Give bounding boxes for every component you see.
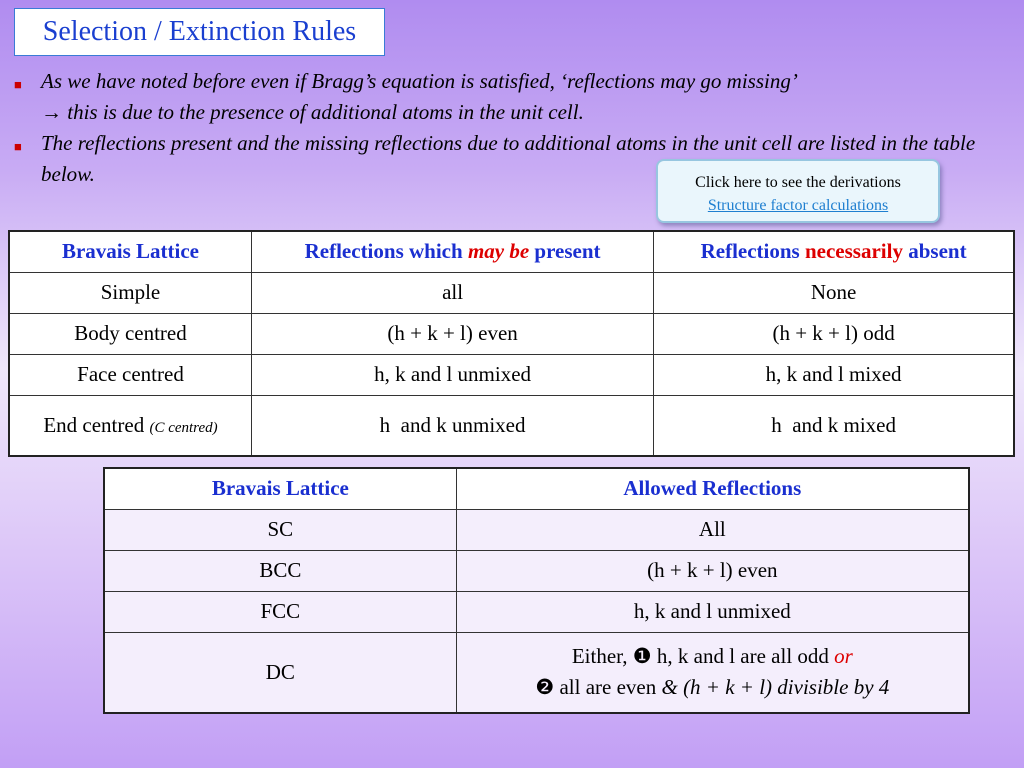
absent-cell: h and k mixed [654,395,1014,456]
structure-factor-link[interactable]: Structure factor calculations [707,197,889,214]
allowed-cell: All [456,509,969,550]
right-arrow-icon: → [41,100,62,124]
absent-cell: None [654,272,1014,313]
lattice-cell: SC [104,509,456,550]
dc-condition-2: ❷ all are even [535,675,662,700]
table-row [9,272,1014,313]
bullet-item-1 [12,66,1012,128]
lattice-cell: Body centred [9,313,251,354]
dc-condition-1: Either, ❶ h, k and l are all odd [571,644,835,669]
table-header-row [9,231,1014,272]
header-bravais-lattice: Bravais Lattice [104,468,456,509]
lattice-cell: DC [104,632,456,713]
table-row [104,550,969,591]
header-reflections-absent: Reflections necessarily absent [654,231,1014,272]
allowed-cell: (h + k + l) even [456,550,969,591]
or-word: or [834,644,853,669]
table-row [104,632,969,713]
header-allowed-reflections: Allowed Reflections [456,468,969,509]
bullet-1-line2: this is due to the presence of additional atoms in the unit cell. [62,100,584,124]
table-header-row [104,468,969,509]
allowed-cell [456,632,969,713]
absent-cell: (h + k + l) odd [654,313,1014,354]
bullet-square-icon: ■ [14,139,22,154]
header-necessarily: necessarily [804,239,903,264]
derivations-callout[interactable] [656,159,940,223]
table-row [9,354,1014,395]
table-row [9,313,1014,354]
present-cell: h and k unmixed [251,395,653,456]
lattice-cell: End centred (C centred) [9,395,251,456]
selection-rules-table [8,230,1015,457]
header-reflections-present: Reflections which may be present [251,231,653,272]
header-may-be: may be [467,239,530,264]
present-cell: all [251,272,653,313]
derivations-text: Click here to see the derivations [695,174,901,191]
slide-title-text: Selection / Extinction Rules [42,16,357,47]
c-centred-note: (C centred) [149,419,218,436]
dc-divisible-rule: & (h + k + l) divisible by 4 [661,675,890,700]
table-row [104,509,969,550]
present-cell: h, k and l unmixed [251,354,653,395]
slide-title [14,8,385,56]
bullet-square-icon: ■ [14,77,22,92]
lattice-cell: FCC [104,591,456,632]
header-bravais-lattice: Bravais Lattice [9,231,251,272]
lattice-cell: Face centred [9,354,251,395]
lattice-cell: Simple [9,272,251,313]
lattice-cell: BCC [104,550,456,591]
table-row [104,591,969,632]
bullet-2-text: The reflections present and the missing reflections due to additional atoms in the unit cell are listed in the table below. [41,131,976,186]
allowed-reflections-table [103,467,970,714]
present-cell: (h + k + l) even [251,313,653,354]
bullet-1-line1: As we have noted before even if Bragg’s equation is satisfied, ‘reflections may go missing’ [41,69,798,93]
table-row [9,395,1014,456]
absent-cell: h, k and l mixed [654,354,1014,395]
allowed-cell: h, k and l unmixed [456,591,969,632]
